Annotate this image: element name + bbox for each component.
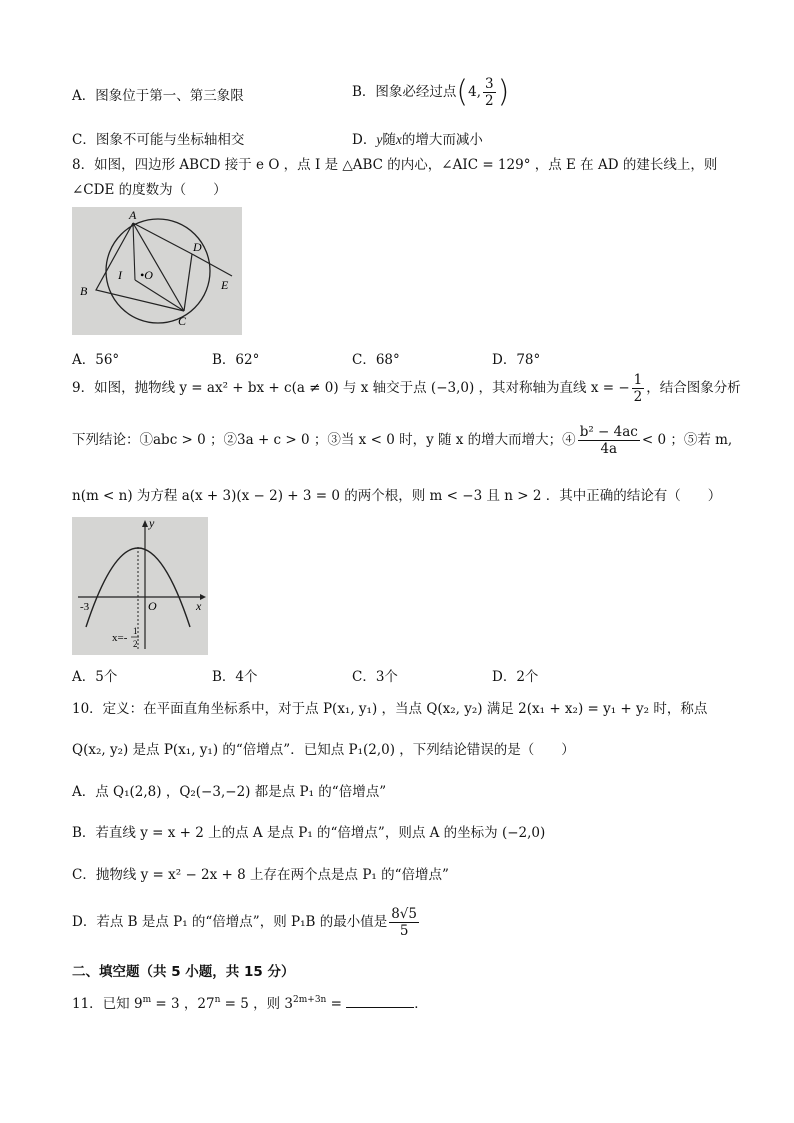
q9-parabola-graph [72,517,208,655]
q10-stem-line1: 10．定义：在平面直角坐标系中，对于点 P(x₁, y₁) ，当点 Q(x₂, y₂) 满足 2(x₁ + x₂) = y₁ + y₂ 时，称点 [72,701,708,717]
label-c: C [178,314,187,328]
q9-stem-line2: 下列结论：①abc > 0 ；②3a + c > 0 ；③当 x < 0 时，y 随 x 的增大而增大；④ $\frac{\text{b² − 4ac}}{4a}$ < 0 ；⑤若 m, [72,424,733,457]
q9-option-c: C．3个 [352,669,398,685]
label-axis-eq: x=- [112,632,128,644]
label-d: D [193,240,202,254]
q8-stem-line1: 8．如图，四边形 ABCD 接于 e O ，点 I 是 △ABC 的内心，∠AIC = 129° ，点 E 在 AD 的建长线上，则 [72,157,718,173]
section-title: 二、填空题（共 5 小题，共 15 分） [72,964,295,980]
label-axis-den: 2 [133,639,138,649]
q10-option-b: B．若直线 y = x + 2 上的点 A 是点 P₁ 的“倍增点”，则点 A 的坐标为 (−2,0) [72,825,546,841]
q9-option-b: B．4个 [212,669,258,685]
label-e: E [221,278,229,292]
q8-option-d: D．78° [492,352,541,368]
label-y: y [149,517,155,530]
label-b: B [80,284,88,298]
q10-option-a: A．点 Q₁(2,8) ，Q₂(−3,−2) 都是点 P₁ 的“倍增点” [72,784,387,800]
q8-option-a: A．56° [72,352,120,368]
q8-figure [72,207,242,335]
q9-stem-line1: 9．如图，抛物线 y = ax² + bx + c(a ≠ 0) 与 x 轴交于点 (−3,0) ，其对称轴为直线 x = − $\frac{1}{2}$ ，结合图象分析 [72,372,741,405]
q7-option-c: C．图象不可能与坐标轴相交 [72,132,245,148]
q11-answer-blank[interactable] [346,995,414,1008]
q7-option-b: B．图象必经过点(4, $\frac{3}{2}$ ) [352,74,510,110]
q10-option-d: D．若点 B 是点 P₁ 的“倍增点”，则 P₁B 的最小值是 $\frac{8√5}{5}$ [72,906,417,939]
q7-option-b-point-x: 4, [468,84,482,100]
q9-figure [72,517,208,655]
q9-discriminant-fraction: $\frac{\text{b² − 4ac}}{4a}$ [579,424,638,457]
q9-option-a: A．5个 [72,669,118,685]
q11-stem: 11．已知 $9^m = 3$ ，$27^n = 5$ ，则 $3^{2m+3n}$ = ． [72,995,428,1012]
q8-circle-diagram [72,207,242,335]
q10-min-value-fraction: $\frac{8√5}{5}$ [391,906,417,939]
q9-option-d: D．2个 [492,669,539,685]
q8-option-b: B．62° [212,352,260,368]
q7-option-b-text: B．图象必经过点 [352,84,457,100]
label-a: A [129,208,137,222]
q9-axis-fraction: $\frac{1}{2}$ [633,372,643,405]
label-i: I [118,268,122,282]
label-axis-num: 1 [133,626,138,636]
q7-option-a: A．图象位于第一、第三象限 [72,88,244,104]
q8-stem-line2: ∠CDE 的度数为（ ） [72,182,227,198]
label-o: O [148,599,157,613]
q9-stem-line3: n(m < n) 为方程 a(x + 3)(x − 2) + 3 = 0 的两个根，则 m < −3 且 n > 2 ．其中正确的结论有（ ） [72,488,722,504]
label-neg3: -3 [80,601,90,613]
q7-option-d: D．y随x的增大而减小 [352,132,483,148]
label-o: •O [140,268,153,282]
q8-option-c: C．68° [352,352,400,368]
q10-stem-line2: Q(x₂, y₂) 是点 P(x₁, y₁) 的“倍增点”．已知点 P₁(2,0) ，下列结论错误的是（ ） [72,742,575,758]
q10-option-c: C．抛物线 y = x² − 2x + 8 上存在两个点是点 P₁ 的“倍增点” [72,867,449,883]
q7-option-b-fraction: $\frac{3}{2}$ [485,76,494,109]
label-x: x [196,599,202,613]
